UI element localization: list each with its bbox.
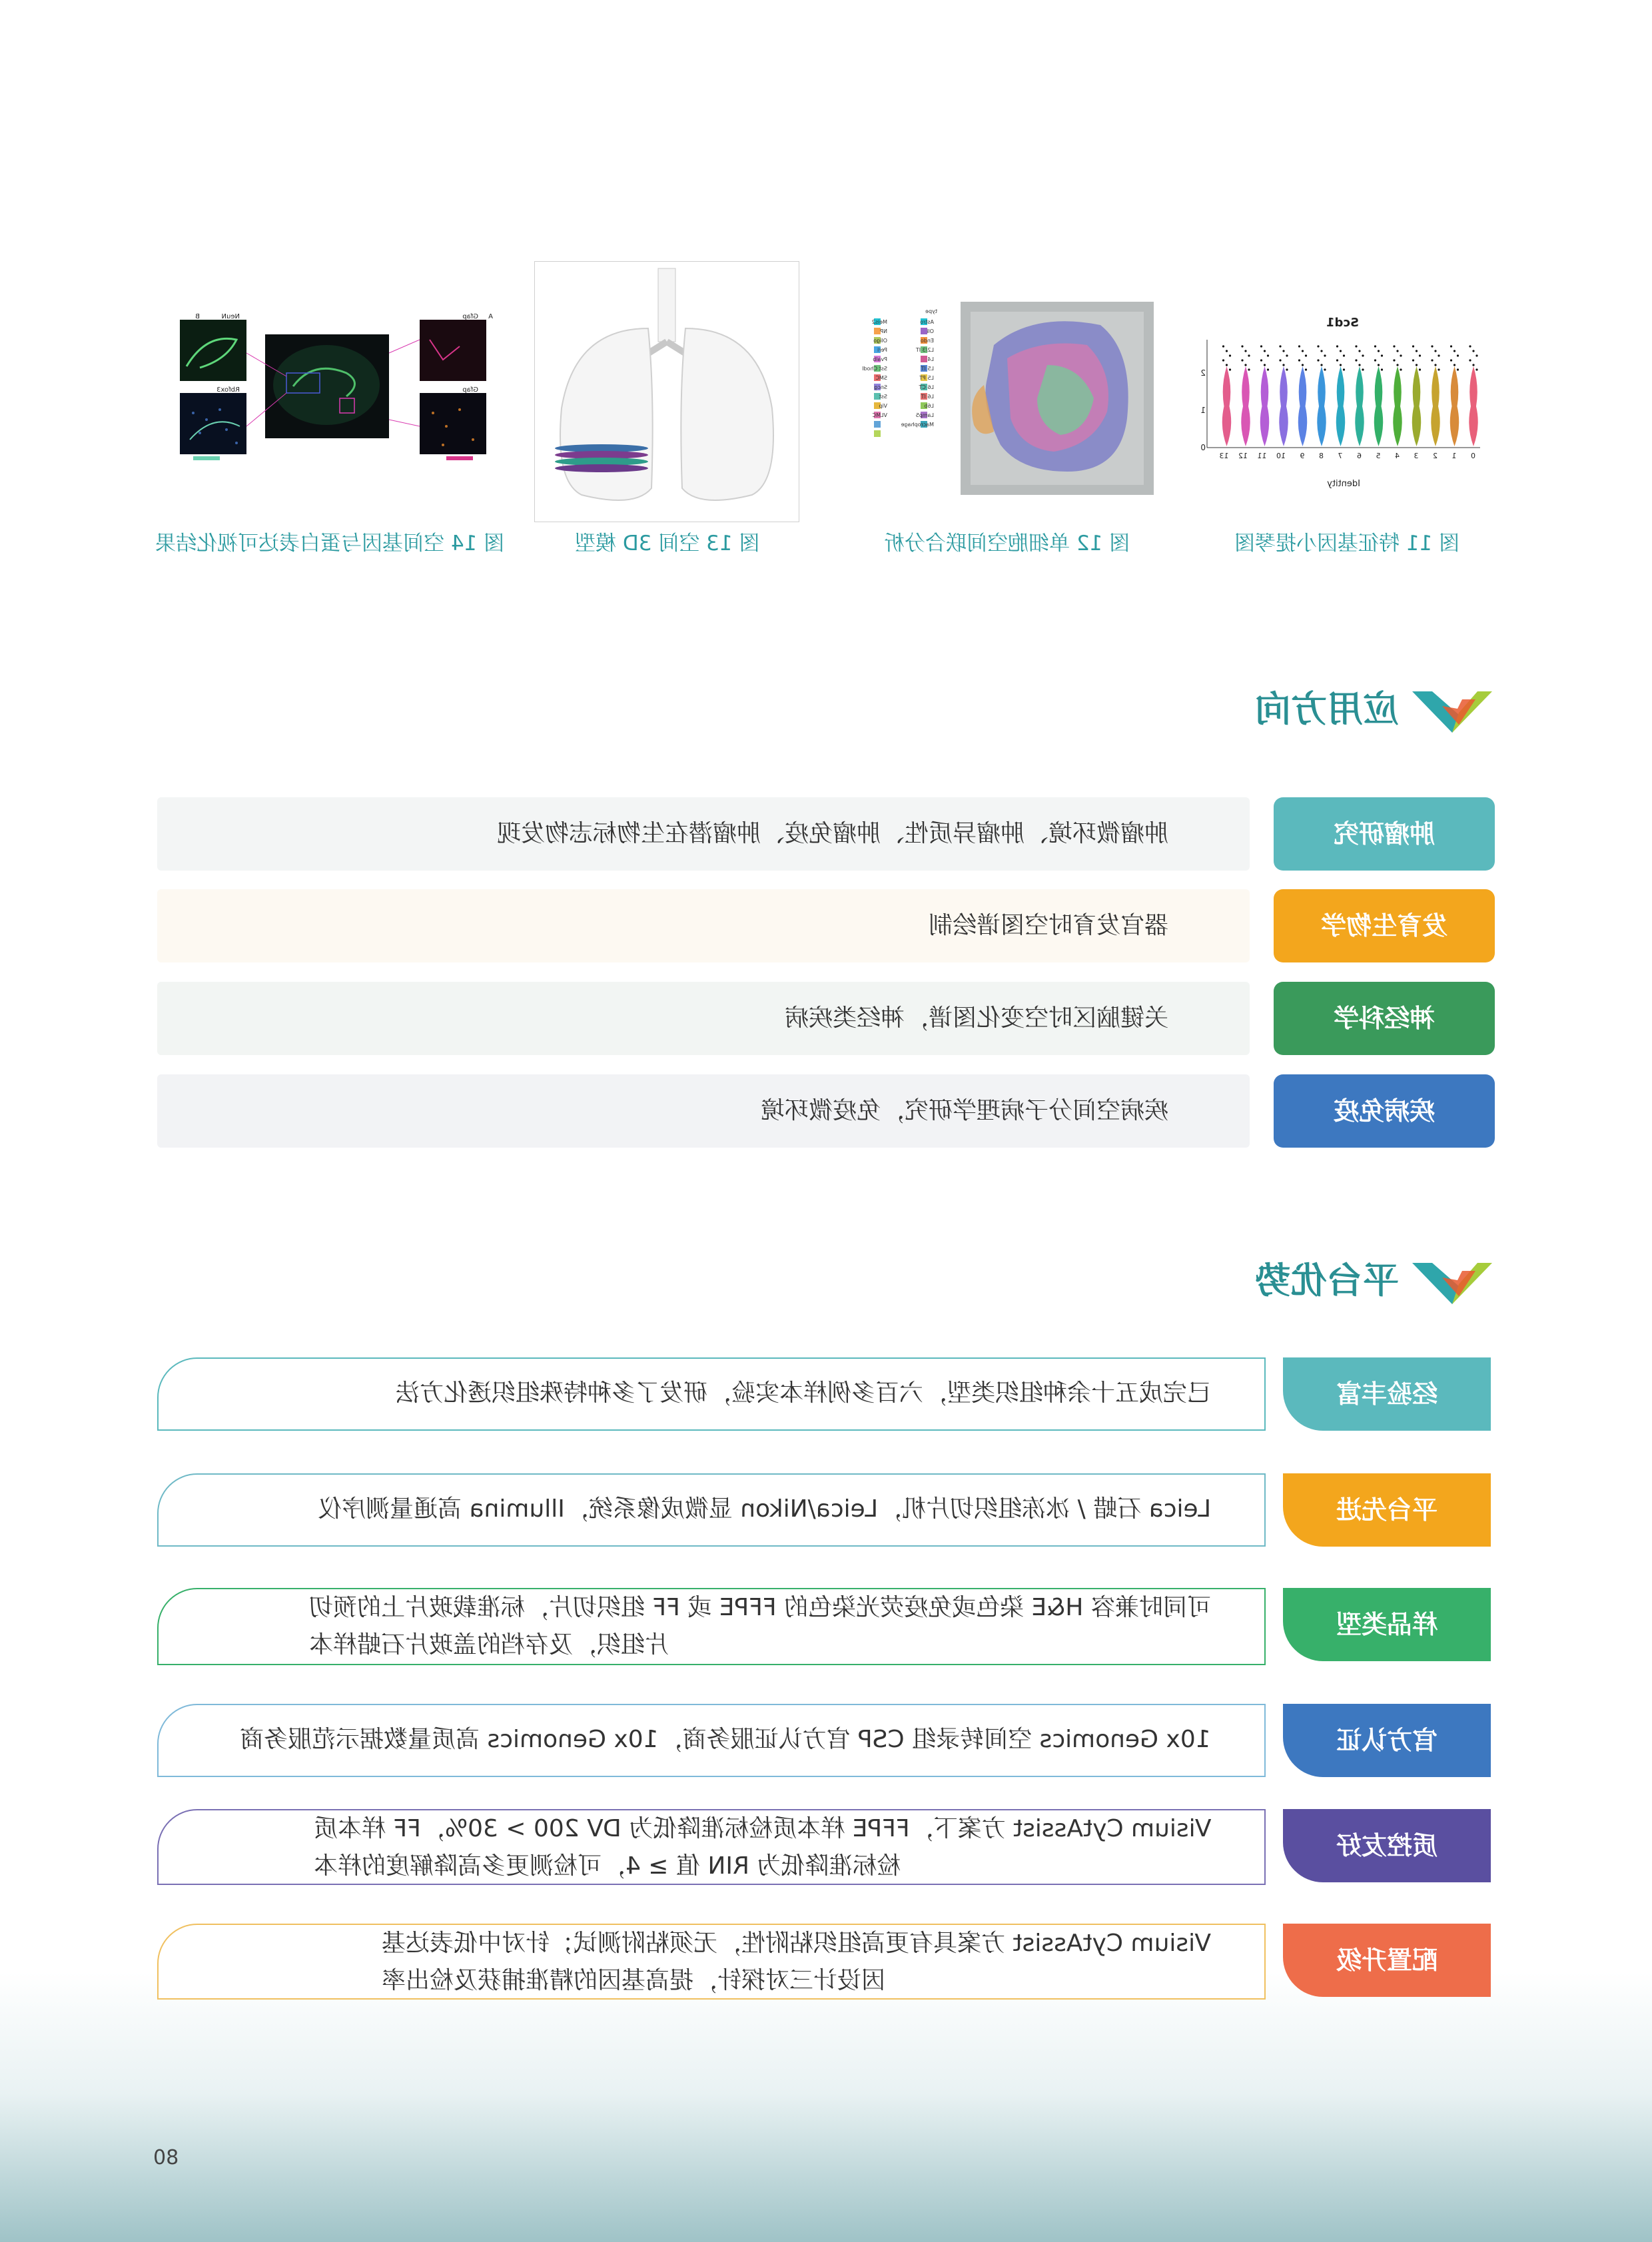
applications-logo bbox=[1412, 686, 1492, 733]
adv-tag-platform: 平台先进 bbox=[1283, 1473, 1491, 1547]
fig12-legend-item: Astro bbox=[920, 319, 934, 325]
fig11-xtick: 8 bbox=[1319, 452, 1324, 460]
fig12-legend-item: Sst Chodl bbox=[862, 366, 887, 372]
violin-point bbox=[1396, 350, 1398, 352]
violin-point bbox=[1324, 354, 1326, 356]
fig12-legend-item: Endo bbox=[920, 338, 934, 344]
violin-point bbox=[1279, 345, 1281, 347]
violin-point bbox=[1226, 350, 1228, 352]
fig14-label-rbfox3: Rbfox3 bbox=[216, 386, 240, 394]
violin-point bbox=[1434, 364, 1436, 366]
figure-12-caption: 图 12 单细胞空间联合分析 bbox=[884, 532, 1130, 556]
fig14-label-a: A bbox=[488, 313, 493, 320]
violin-point bbox=[1355, 345, 1357, 347]
app-tag-immunity: 疾病免疫 bbox=[1274, 1074, 1495, 1148]
adv-row-text: Visium CytAssist 方案下，FFPE 样本质检标准降低为 DV 200 > 30%，FF 样本质 检标准降低为 RIN 值 ≥ 4，可检测更多高降解度的样本 bbox=[313, 1815, 1211, 1880]
violin-shape bbox=[1469, 366, 1477, 446]
adv-row-text: Leica 石蜡 / 冰冻组织切片机，Leica/Nikon 显微成像系统，Illumina 高通量测序仪 bbox=[317, 1495, 1211, 1523]
adv-tag-certification: 官方认证 bbox=[1283, 1704, 1491, 1777]
violin-shape bbox=[1260, 366, 1269, 446]
violin-point bbox=[1396, 364, 1398, 366]
violin-point bbox=[1241, 345, 1243, 347]
adv-row-upgrade bbox=[157, 1924, 1266, 2000]
fig11-xtick: 3 bbox=[1414, 452, 1419, 460]
fig11-xtick: 6 bbox=[1357, 452, 1362, 460]
violin-shape bbox=[1412, 366, 1421, 446]
violin-point bbox=[1393, 359, 1395, 361]
violin-point bbox=[1416, 364, 1418, 366]
violin-shape bbox=[1317, 366, 1326, 446]
violin-point bbox=[1279, 359, 1281, 361]
violin-point bbox=[1264, 350, 1266, 352]
page-background-gradient bbox=[0, 1972, 1652, 2242]
figure-12 bbox=[847, 298, 1157, 498]
figure-14-caption: 图 14 空间基因与蛋白表达可视化结果 bbox=[155, 532, 505, 556]
violin-point bbox=[1469, 359, 1471, 361]
adv-row-sample-types bbox=[157, 1588, 1266, 1665]
violin-point bbox=[1362, 354, 1364, 356]
fig14-label-gfap-2: Gfap bbox=[462, 386, 478, 394]
violin-point bbox=[1340, 364, 1342, 366]
violin-point bbox=[1419, 354, 1421, 356]
fig11-xtick: 7 bbox=[1338, 452, 1343, 460]
adv-tag-sample-types: 样品类型 bbox=[1283, 1588, 1491, 1661]
fig12-legend-item: NP bbox=[880, 328, 887, 334]
violin-point bbox=[1244, 350, 1246, 352]
page-number: 80 bbox=[153, 2146, 179, 2169]
violin-point bbox=[1317, 345, 1319, 347]
fig11-xtick: 13 bbox=[1219, 452, 1229, 460]
figure-13-caption: 图 13 空间 3D 模型 bbox=[575, 532, 760, 556]
violin-point bbox=[1393, 345, 1395, 347]
violin-point bbox=[1475, 354, 1477, 356]
violin-point bbox=[1298, 359, 1300, 361]
fig11-xtick: 1 bbox=[1451, 452, 1457, 460]
violin-point bbox=[1244, 364, 1246, 366]
adv-row-experience bbox=[157, 1357, 1266, 1431]
violin-point bbox=[1343, 368, 1345, 370]
fig11-xtick: 10 bbox=[1276, 452, 1286, 460]
fig12-legend-item: Macrophage bbox=[901, 422, 934, 428]
violin-point bbox=[1416, 350, 1418, 352]
violin-point bbox=[1286, 354, 1288, 356]
violin-shape bbox=[1298, 366, 1307, 446]
violin-point bbox=[1378, 364, 1380, 366]
figure-11-image bbox=[1187, 306, 1499, 493]
violin-point bbox=[1457, 368, 1459, 370]
app-tag-development: 发育生物学 bbox=[1274, 889, 1495, 962]
violin-point bbox=[1412, 359, 1414, 361]
violin-point bbox=[1320, 364, 1322, 366]
figure-12-image bbox=[847, 298, 1157, 498]
violin-point bbox=[1358, 350, 1360, 352]
violin-point bbox=[1453, 350, 1455, 352]
violin-point bbox=[1267, 354, 1269, 356]
fig11-xtick: 4 bbox=[1395, 452, 1400, 460]
violin-series bbox=[1222, 345, 1478, 446]
violin-point bbox=[1472, 350, 1474, 352]
fig11-chart-title: Scd1 bbox=[1326, 316, 1359, 330]
fig12-legend-item: L5 PT bbox=[919, 375, 934, 381]
adv-row-text: Visium CytAssist 方案具有更高组织粘附性，无须粘附测试；针对中低表达基 因设计三对探针，提高基因的精准捕获及检出率 bbox=[382, 1930, 1211, 1994]
violin-point bbox=[1457, 354, 1459, 356]
violin-point bbox=[1222, 345, 1224, 347]
violin-point bbox=[1305, 354, 1307, 356]
violin-point bbox=[1355, 359, 1357, 361]
fig12-legend-title: type bbox=[925, 308, 937, 314]
app-row-immunity bbox=[157, 1074, 1250, 1148]
violin-point bbox=[1302, 350, 1304, 352]
adv-tag-quality-control: 质控友好 bbox=[1283, 1809, 1491, 1882]
fig12-legend-item: L5 IT bbox=[921, 366, 934, 372]
violin-point bbox=[1317, 359, 1319, 361]
figure-13-image bbox=[535, 262, 799, 522]
figure-14 bbox=[180, 313, 493, 466]
fig12-legend-item: Meis2 bbox=[871, 319, 887, 325]
adv-row-text: 已完成五十余种组织类型，六百多例样本实验，研发了多种特殊组织透化方法 bbox=[395, 1379, 1211, 1407]
applications-title: 应用方向 bbox=[1255, 688, 1399, 730]
fig12-legend-item: Lamp5 bbox=[915, 412, 934, 418]
fig11-xtick: 5 bbox=[1376, 452, 1381, 460]
fig11-xtick: 9 bbox=[1300, 452, 1305, 460]
app-row-neuro bbox=[157, 982, 1250, 1055]
violin-shape bbox=[1279, 366, 1288, 446]
fig14-label-neun: NeuN bbox=[221, 313, 240, 320]
fig11-xtick: 0 bbox=[1471, 452, 1475, 460]
violin-point bbox=[1324, 368, 1326, 370]
fig12-legend-item: Oli bbox=[927, 328, 934, 334]
fig12-legend-item: Sncg bbox=[874, 384, 887, 390]
violin-point bbox=[1336, 345, 1338, 347]
violin-shape bbox=[1431, 366, 1440, 446]
figure-11 bbox=[1187, 306, 1499, 493]
fig12-legend-item: Pvalb bbox=[873, 356, 887, 362]
advantages-logo bbox=[1412, 1258, 1492, 1304]
app-row-text: 疾病空间分子病理学研究，免疫微环境 bbox=[760, 1097, 1168, 1124]
violin-point bbox=[1229, 368, 1231, 370]
violin-shape bbox=[1336, 366, 1345, 446]
fig14-label-b: B bbox=[195, 313, 200, 320]
violin-shape bbox=[1222, 366, 1231, 446]
fig12-legend-item: Sst bbox=[879, 394, 887, 400]
fig12-legend-item: SMC bbox=[875, 375, 887, 381]
adv-row-platform bbox=[157, 1473, 1266, 1547]
violin-point bbox=[1282, 350, 1284, 352]
fig12-legend-item: L6 CT bbox=[919, 384, 934, 390]
adv-row-text: 10x Genomics 空间转录组 CSP 官方认证服务商，10x Genomics 高质量数据示范服务商 bbox=[240, 1726, 1211, 1753]
fig12-legend-item: Vip bbox=[879, 403, 887, 409]
app-row-development bbox=[157, 889, 1250, 962]
violin-point bbox=[1374, 345, 1376, 347]
app-row-text: 肿瘤微环境、肿瘤异质性、肿瘤免疫、肿瘤潜在生物标志物发现 bbox=[496, 820, 1168, 847]
app-tag-neuro: 神经科学 bbox=[1274, 982, 1495, 1055]
violin-point bbox=[1267, 368, 1269, 370]
violin-point bbox=[1222, 359, 1224, 361]
fig12-legend-item: L6 IT bbox=[921, 394, 934, 400]
violin-point bbox=[1248, 368, 1250, 370]
violin-point bbox=[1286, 368, 1288, 370]
violin-point bbox=[1419, 368, 1421, 370]
violin-point bbox=[1378, 350, 1380, 352]
violin-point bbox=[1340, 350, 1342, 352]
violin-point bbox=[1260, 359, 1262, 361]
violin-point bbox=[1374, 359, 1376, 361]
violin-point bbox=[1438, 368, 1440, 370]
fig12-legend-item: L6b bbox=[924, 403, 934, 409]
adv-row-certification bbox=[157, 1704, 1266, 1777]
app-row-text: 关键脑区时空变化图谱，神经类疾病 bbox=[784, 1004, 1168, 1032]
fig11-ytick: 2 bbox=[1200, 368, 1206, 378]
violin-point bbox=[1336, 359, 1338, 361]
violin-point bbox=[1450, 345, 1452, 347]
fig11-ytick: 1 bbox=[1200, 406, 1206, 415]
violin-point bbox=[1343, 354, 1345, 356]
violin-point bbox=[1469, 345, 1471, 347]
violin-point bbox=[1362, 368, 1364, 370]
violin-shape bbox=[1374, 366, 1383, 446]
fig14-label-gfap: Gfap bbox=[462, 313, 478, 320]
violin-point bbox=[1400, 354, 1402, 356]
violin-point bbox=[1320, 350, 1322, 352]
violin-point bbox=[1453, 364, 1455, 366]
violin-point bbox=[1475, 368, 1477, 370]
advantages-title: 平台优势 bbox=[1255, 1260, 1399, 1302]
figure-11-caption: 图 11 特征基因小提琴图 bbox=[1234, 532, 1460, 556]
violin-shape bbox=[1393, 366, 1402, 446]
fig11-xtick: 2 bbox=[1433, 452, 1438, 460]
figure-14-image bbox=[180, 313, 493, 466]
violin-point bbox=[1381, 354, 1383, 356]
fig11-ytick: 0 bbox=[1200, 443, 1206, 452]
figure-13 bbox=[534, 261, 799, 522]
violin-point bbox=[1302, 364, 1304, 366]
fig11-xtick: 11 bbox=[1257, 452, 1267, 460]
violin-point bbox=[1229, 354, 1231, 356]
adv-tag-upgrade: 配置升级 bbox=[1283, 1924, 1491, 1997]
violin-shape bbox=[1450, 366, 1459, 446]
fig11-xlabel: Identity bbox=[1327, 479, 1360, 489]
violin-point bbox=[1282, 364, 1284, 366]
app-row-text: 器官发育时空图谱绘制 bbox=[928, 912, 1168, 939]
violin-point bbox=[1226, 364, 1228, 366]
violin-point bbox=[1248, 354, 1250, 356]
violin-point bbox=[1472, 364, 1474, 366]
violin-point bbox=[1381, 368, 1383, 370]
violin-point bbox=[1400, 368, 1402, 370]
violin-point bbox=[1305, 368, 1307, 370]
app-tag-tumor: 肿瘤研究 bbox=[1274, 797, 1495, 871]
violin-shape bbox=[1241, 366, 1250, 446]
adv-row-text: 可同时兼容 H&E 染色或免疫荧光染色的 FFPE 或 FF 组织切片，标准载玻片上的预切 片组织，及存档的盖玻片石蜡样本 bbox=[309, 1594, 1211, 1659]
violin-point bbox=[1431, 359, 1433, 361]
adv-row-quality-control bbox=[157, 1809, 1266, 1885]
fig12-legend-item: L4 bbox=[927, 356, 934, 362]
violin-point bbox=[1358, 364, 1360, 366]
fig11-xtick: 12 bbox=[1238, 452, 1248, 460]
fig12-legend-item: Oligo bbox=[873, 338, 887, 344]
violin-point bbox=[1298, 345, 1300, 347]
fig12-legend-item: VLMC bbox=[872, 412, 887, 418]
fig12-legend-item: Peri bbox=[877, 347, 887, 353]
fig12-legend-item: L2/3 IT bbox=[915, 347, 934, 353]
adv-tag-experience: 经验丰富 bbox=[1283, 1357, 1491, 1431]
violin-point bbox=[1264, 364, 1266, 366]
violin-shape bbox=[1355, 366, 1364, 446]
app-row-tumor bbox=[157, 797, 1250, 871]
violin-point bbox=[1431, 345, 1433, 347]
violin-point bbox=[1438, 354, 1440, 356]
violin-point bbox=[1434, 350, 1436, 352]
violin-point bbox=[1450, 359, 1452, 361]
violin-point bbox=[1412, 345, 1414, 347]
violin-point bbox=[1260, 345, 1262, 347]
violin-point bbox=[1241, 359, 1243, 361]
